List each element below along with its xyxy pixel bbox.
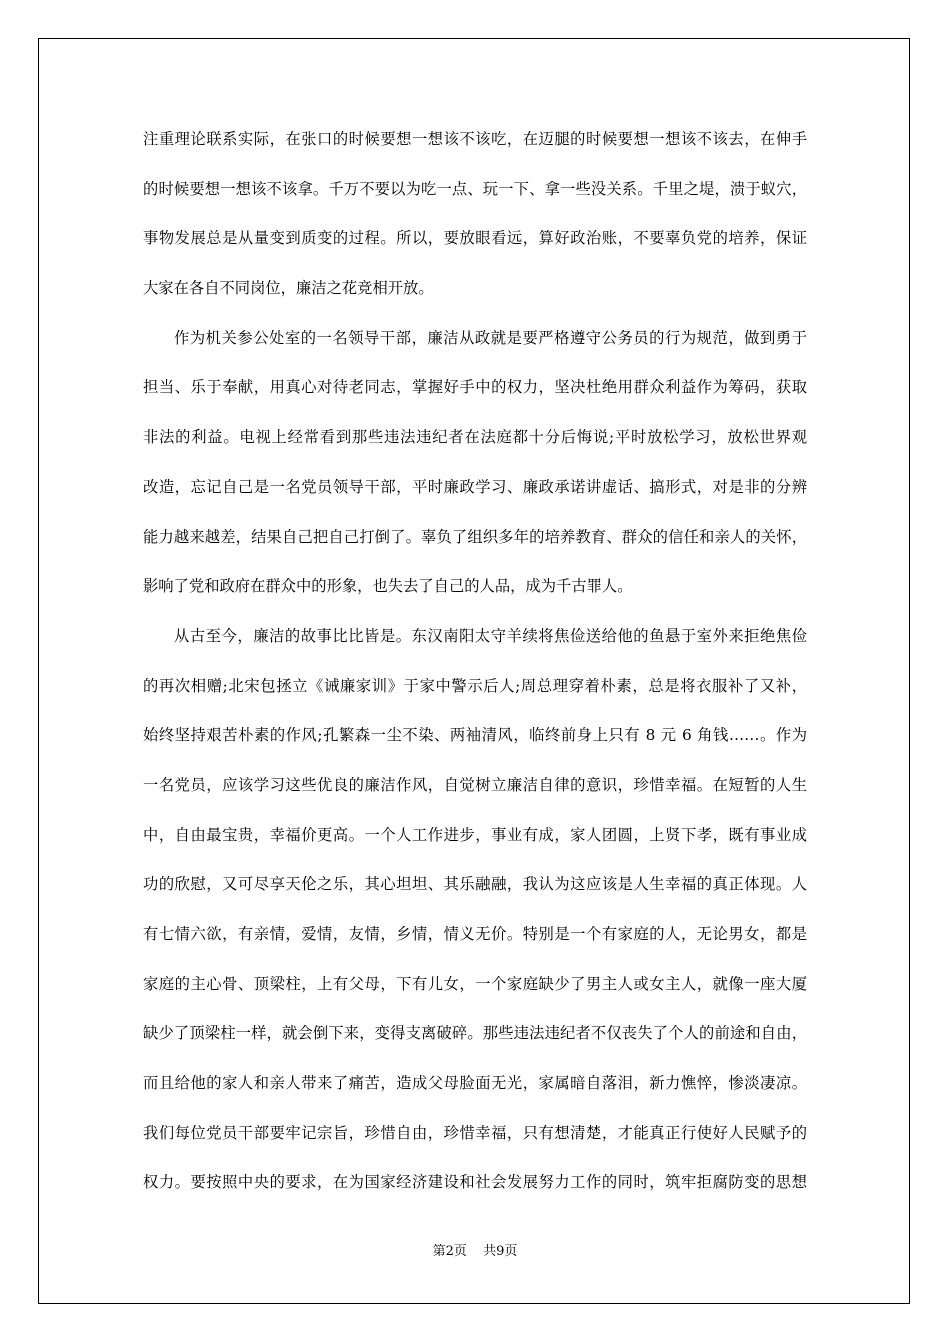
- text-line: 的再次相赠;北宋包拯立《诫廉家训》于家中警示后人;周总理穿着朴素，总是将衣服补了又补，: [143, 676, 807, 695]
- text-line: 缺少了顶梁柱一样，就会倒下来，变得支离破碎。那些违法违纪者不仅丧失了个人的前途和自由，: [143, 1024, 807, 1043]
- text-line: 而且给他的家人和亲人带来了痛苦，造成父母脸面无光，家属暗自落泪，新力憔悴，惨淡凄凉。: [143, 1074, 807, 1093]
- text-line: 注重理论联系实际，在张口的时候要想一想该不该吃，在迈腿的时候要想一想该不该去，在伸手: [143, 130, 807, 148]
- text-line: 的时候要想一想该不该拿。千万不要以为吃一点、玩一下、拿一些没关系。千里之堤，溃于蚁穴，: [143, 179, 807, 198]
- text-line: 非法的利益。电视上经常看到那些违法违纪者在法庭都十分后悔说;平时放松学习，放松世界观: [143, 428, 807, 447]
- text-line: 改造，忘记自己是一名党员领导干部，平时廉政学习、廉政承诺讲虚话、搞形式，对是非的分辨: [143, 477, 807, 496]
- page-footer: [0, 1242, 950, 1262]
- page-total: 共9页: [483, 1244, 518, 1259]
- page-number: 第2页: [432, 1244, 467, 1259]
- document-body: [143, 124, 807, 1217]
- text-line: 始终坚持艰苦朴素的作风;孔繁森一尘不染、两袖清风，临终前身上只有 8 元 6 角钱……。作为: [143, 726, 807, 745]
- text-line: 事物发展总是从量变到质变的过程。所以，要放眼看远，算好政治账，不要辜负党的培养，保证: [143, 229, 807, 248]
- text-line: 有七情六欲，有亲情，爱情，友情，乡情，情义无价。特别是一个有家庭的人，无论男女，都是: [143, 925, 807, 943]
- paragraph-first-line: 从古至今，廉洁的故事比比皆是。东汉南阳太守羊续将焦俭送给他的鱼悬于室外来拒绝焦俭: [174, 626, 807, 645]
- text-line: 我们每位党员干部要牢记宗旨，珍惜自由，珍惜幸福，只有想清楚，才能真正行使好人民赋予的: [143, 1123, 807, 1142]
- text-line: 担当、乐于奉献，用真心对待老同志，掌握好手中的权力，坚决杜绝用群众利益作为筹码，获取: [143, 378, 807, 397]
- text-line: 能力越来越差，结果自己把自己打倒了。辜负了组织多年的培养教育、群众的信任和亲人的关怀，: [143, 527, 807, 546]
- text-line: 影响了党和政府在群众中的形象，也失去了自己的人品，成为千古罪人。: [143, 577, 633, 596]
- text-line: 家庭的主心骨、顶梁柱，上有父母，下有儿女，一个家庭缺少了男主人或女主人，就像一座大厦: [143, 974, 807, 993]
- text-line: 功的欣慰，又可尽享天伦之乐，其心坦坦、其乐融融，我认为这应该是人生幸福的真正体现。人: [143, 875, 807, 894]
- text-line: 中，自由最宝贵，幸福价更高。一个人工作进步，事业有成，家人团圆，上贤下孝，既有事业成: [143, 825, 807, 844]
- paragraph-first-line: 作为机关参公处室的一名领导干部，廉洁从政就是要严格遵守公务员的行为规范，做到勇于: [174, 328, 807, 347]
- text-line: 一名党员，应该学习这些优良的廉洁作风，自觉树立廉洁自律的意识，珍惜幸福。在短暂的人生: [143, 775, 807, 794]
- text-line: 大家在各自不同岗位，廉洁之花竞相开放。: [143, 279, 434, 298]
- text-line: 权力。要按照中央的要求，在为国家经济建设和社会发展努力工作的同时，筑牢拒腐防变的思想: [143, 1173, 807, 1192]
